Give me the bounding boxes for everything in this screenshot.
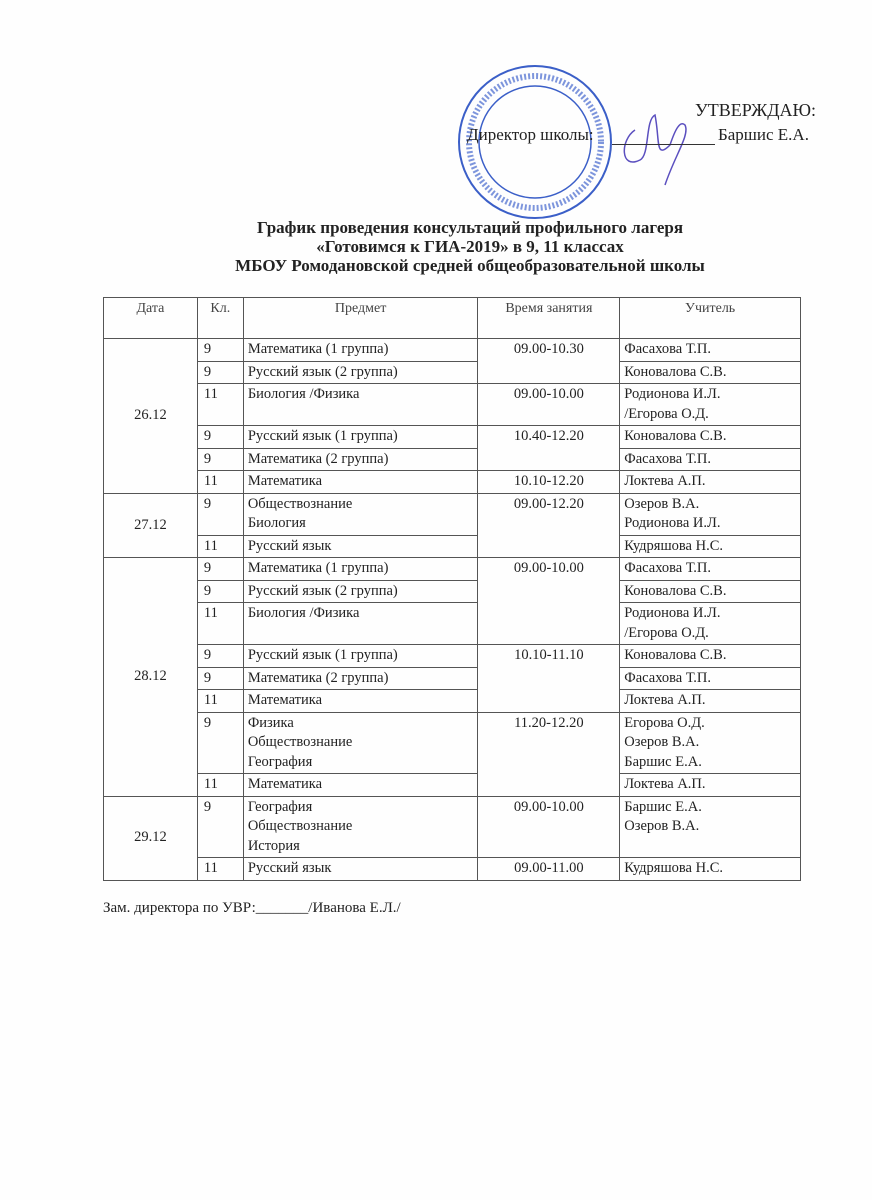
class-cell: 9 xyxy=(197,339,243,362)
class-cell: 9 xyxy=(197,796,243,858)
subject-cell: Математика (1 группа) xyxy=(243,339,478,362)
subject-cell: Математика (2 группа) xyxy=(243,667,478,690)
teacher-cell: Коновалова С.В. xyxy=(620,426,801,449)
signature-icon xyxy=(615,100,705,190)
teacher-cell: Фасахова Т.П. xyxy=(620,558,801,581)
subject-cell: Русский язык (2 группа) xyxy=(243,580,478,603)
teacher-cell: Родионова И.Л. /Егорова О.Д. xyxy=(620,384,801,426)
subject-cell: Математика xyxy=(243,690,478,713)
teacher-cell: Локтева А.П. xyxy=(620,690,801,713)
column-header: Кл. xyxy=(197,298,243,339)
teacher-cell: Локтева А.П. xyxy=(620,774,801,797)
table-row xyxy=(104,493,801,535)
subject-cell: Математика xyxy=(243,774,478,797)
document-title xyxy=(150,218,790,275)
subject-cell: Русский язык (2 группа) xyxy=(243,361,478,384)
class-cell: 9 xyxy=(197,493,243,535)
deputy-signature-line: Зам. директора по УВР:_______/Иванова Е.Л./ xyxy=(103,900,401,916)
class-cell: 9 xyxy=(197,580,243,603)
time-cell: 09.00-10.00 xyxy=(478,796,620,858)
teacher-cell: Кудряшова Н.С. xyxy=(620,535,801,558)
director-label: Директор школы: xyxy=(467,125,594,144)
column-header: Учитель xyxy=(620,298,801,339)
teacher-cell: Фасахова Т.П. xyxy=(620,448,801,471)
time-cell: 09.00-10.00 xyxy=(478,384,620,426)
time-cell: 10.10-11.10 xyxy=(478,645,620,713)
subject-cell: Русский язык xyxy=(243,535,478,558)
table-row xyxy=(104,667,801,690)
class-cell: 9 xyxy=(197,558,243,581)
table-row xyxy=(104,448,801,471)
class-cell: 9 xyxy=(197,361,243,384)
subject-cell: Русский язык xyxy=(243,858,478,881)
class-cell: 11 xyxy=(197,535,243,558)
table-row xyxy=(104,580,801,603)
date-cell: 27.12 xyxy=(104,493,198,558)
time-cell: 09.00-12.20 xyxy=(478,493,620,558)
table-row xyxy=(104,796,801,858)
class-cell: 11 xyxy=(197,471,243,494)
class-cell: 11 xyxy=(197,603,243,645)
class-cell: 11 xyxy=(197,384,243,426)
signature-line xyxy=(612,144,715,145)
date-cell: 29.12 xyxy=(104,796,198,880)
teacher-cell: Озеров В.А. Родионова И.Л. xyxy=(620,493,801,535)
class-cell: 9 xyxy=(197,426,243,449)
time-cell: 09.00-11.00 xyxy=(478,858,620,881)
column-header: Предмет xyxy=(243,298,478,339)
date-cell: 28.12 xyxy=(104,558,198,797)
table-row xyxy=(104,712,801,774)
teacher-cell: Фасахова Т.П. xyxy=(620,339,801,362)
subject-cell: Математика (1 группа) xyxy=(243,558,478,581)
time-cell: 11.20-12.20 xyxy=(478,712,620,796)
title-line: МБОУ Ромодановской средней общеобразовательной школы xyxy=(235,256,705,275)
teacher-cell: Фасахова Т.П. xyxy=(620,667,801,690)
subject-cell: Математика xyxy=(243,471,478,494)
title-line: График проведения консультаций профильного лагеря xyxy=(256,218,684,237)
class-cell: 9 xyxy=(197,712,243,774)
time-cell: 09.00-10.30 xyxy=(478,339,620,384)
table-row xyxy=(104,384,801,426)
table-row xyxy=(104,558,801,581)
schedule-table xyxy=(103,297,801,881)
time-cell: 10.10-12.20 xyxy=(478,471,620,494)
director-name: Баршис Е.А. xyxy=(718,125,809,144)
teacher-cell: Коновалова С.В. xyxy=(620,361,801,384)
class-cell: 9 xyxy=(197,667,243,690)
table-row xyxy=(104,774,801,797)
date-cell: 26.12 xyxy=(104,339,198,494)
table-header xyxy=(104,298,801,339)
title-line: «Готовимся к ГИА-2019» в 9, 11 классах xyxy=(316,237,624,256)
table-row xyxy=(104,645,801,668)
column-header: Время занятия xyxy=(478,298,620,339)
approve-label: УТВЕРЖДАЮ: xyxy=(695,100,817,120)
table-row xyxy=(104,858,801,881)
table-row xyxy=(104,535,801,558)
table-row xyxy=(104,361,801,384)
teacher-cell: Баршис Е.А. Озеров В.А. xyxy=(620,796,801,858)
class-cell: 9 xyxy=(197,448,243,471)
teacher-cell: Родионова И.Л. /Егорова О.Д. xyxy=(620,603,801,645)
class-cell: 9 xyxy=(197,645,243,668)
subject-cell: Биология /Физика xyxy=(243,603,478,645)
class-cell: 11 xyxy=(197,690,243,713)
table-row xyxy=(104,471,801,494)
table-row xyxy=(104,426,801,449)
subject-cell: Математика (2 группа) xyxy=(243,448,478,471)
class-cell: 11 xyxy=(197,774,243,797)
subject-cell: География Обществознание История xyxy=(243,796,478,858)
subject-cell: Биология /Физика xyxy=(243,384,478,426)
time-cell: 09.00-10.00 xyxy=(478,558,620,645)
column-header: Дата xyxy=(104,298,198,339)
teacher-cell: Егорова О.Д. Озеров В.А. Баршис Е.А. xyxy=(620,712,801,774)
subject-cell: Русский язык (1 группа) xyxy=(243,426,478,449)
table-row xyxy=(104,603,801,645)
teacher-cell: Коновалова С.В. xyxy=(620,645,801,668)
teacher-cell: Коновалова С.В. xyxy=(620,580,801,603)
teacher-cell: Кудряшова Н.С. xyxy=(620,858,801,881)
table-row xyxy=(104,690,801,713)
subject-cell: Русский язык (1 группа) xyxy=(243,645,478,668)
teacher-cell: Локтева А.П. xyxy=(620,471,801,494)
time-cell: 10.40-12.20 xyxy=(478,426,620,471)
table-row xyxy=(104,339,801,362)
subject-cell: Физика Обществознание География xyxy=(243,712,478,774)
subject-cell: Обществознание Биология xyxy=(243,493,478,535)
class-cell: 11 xyxy=(197,858,243,881)
